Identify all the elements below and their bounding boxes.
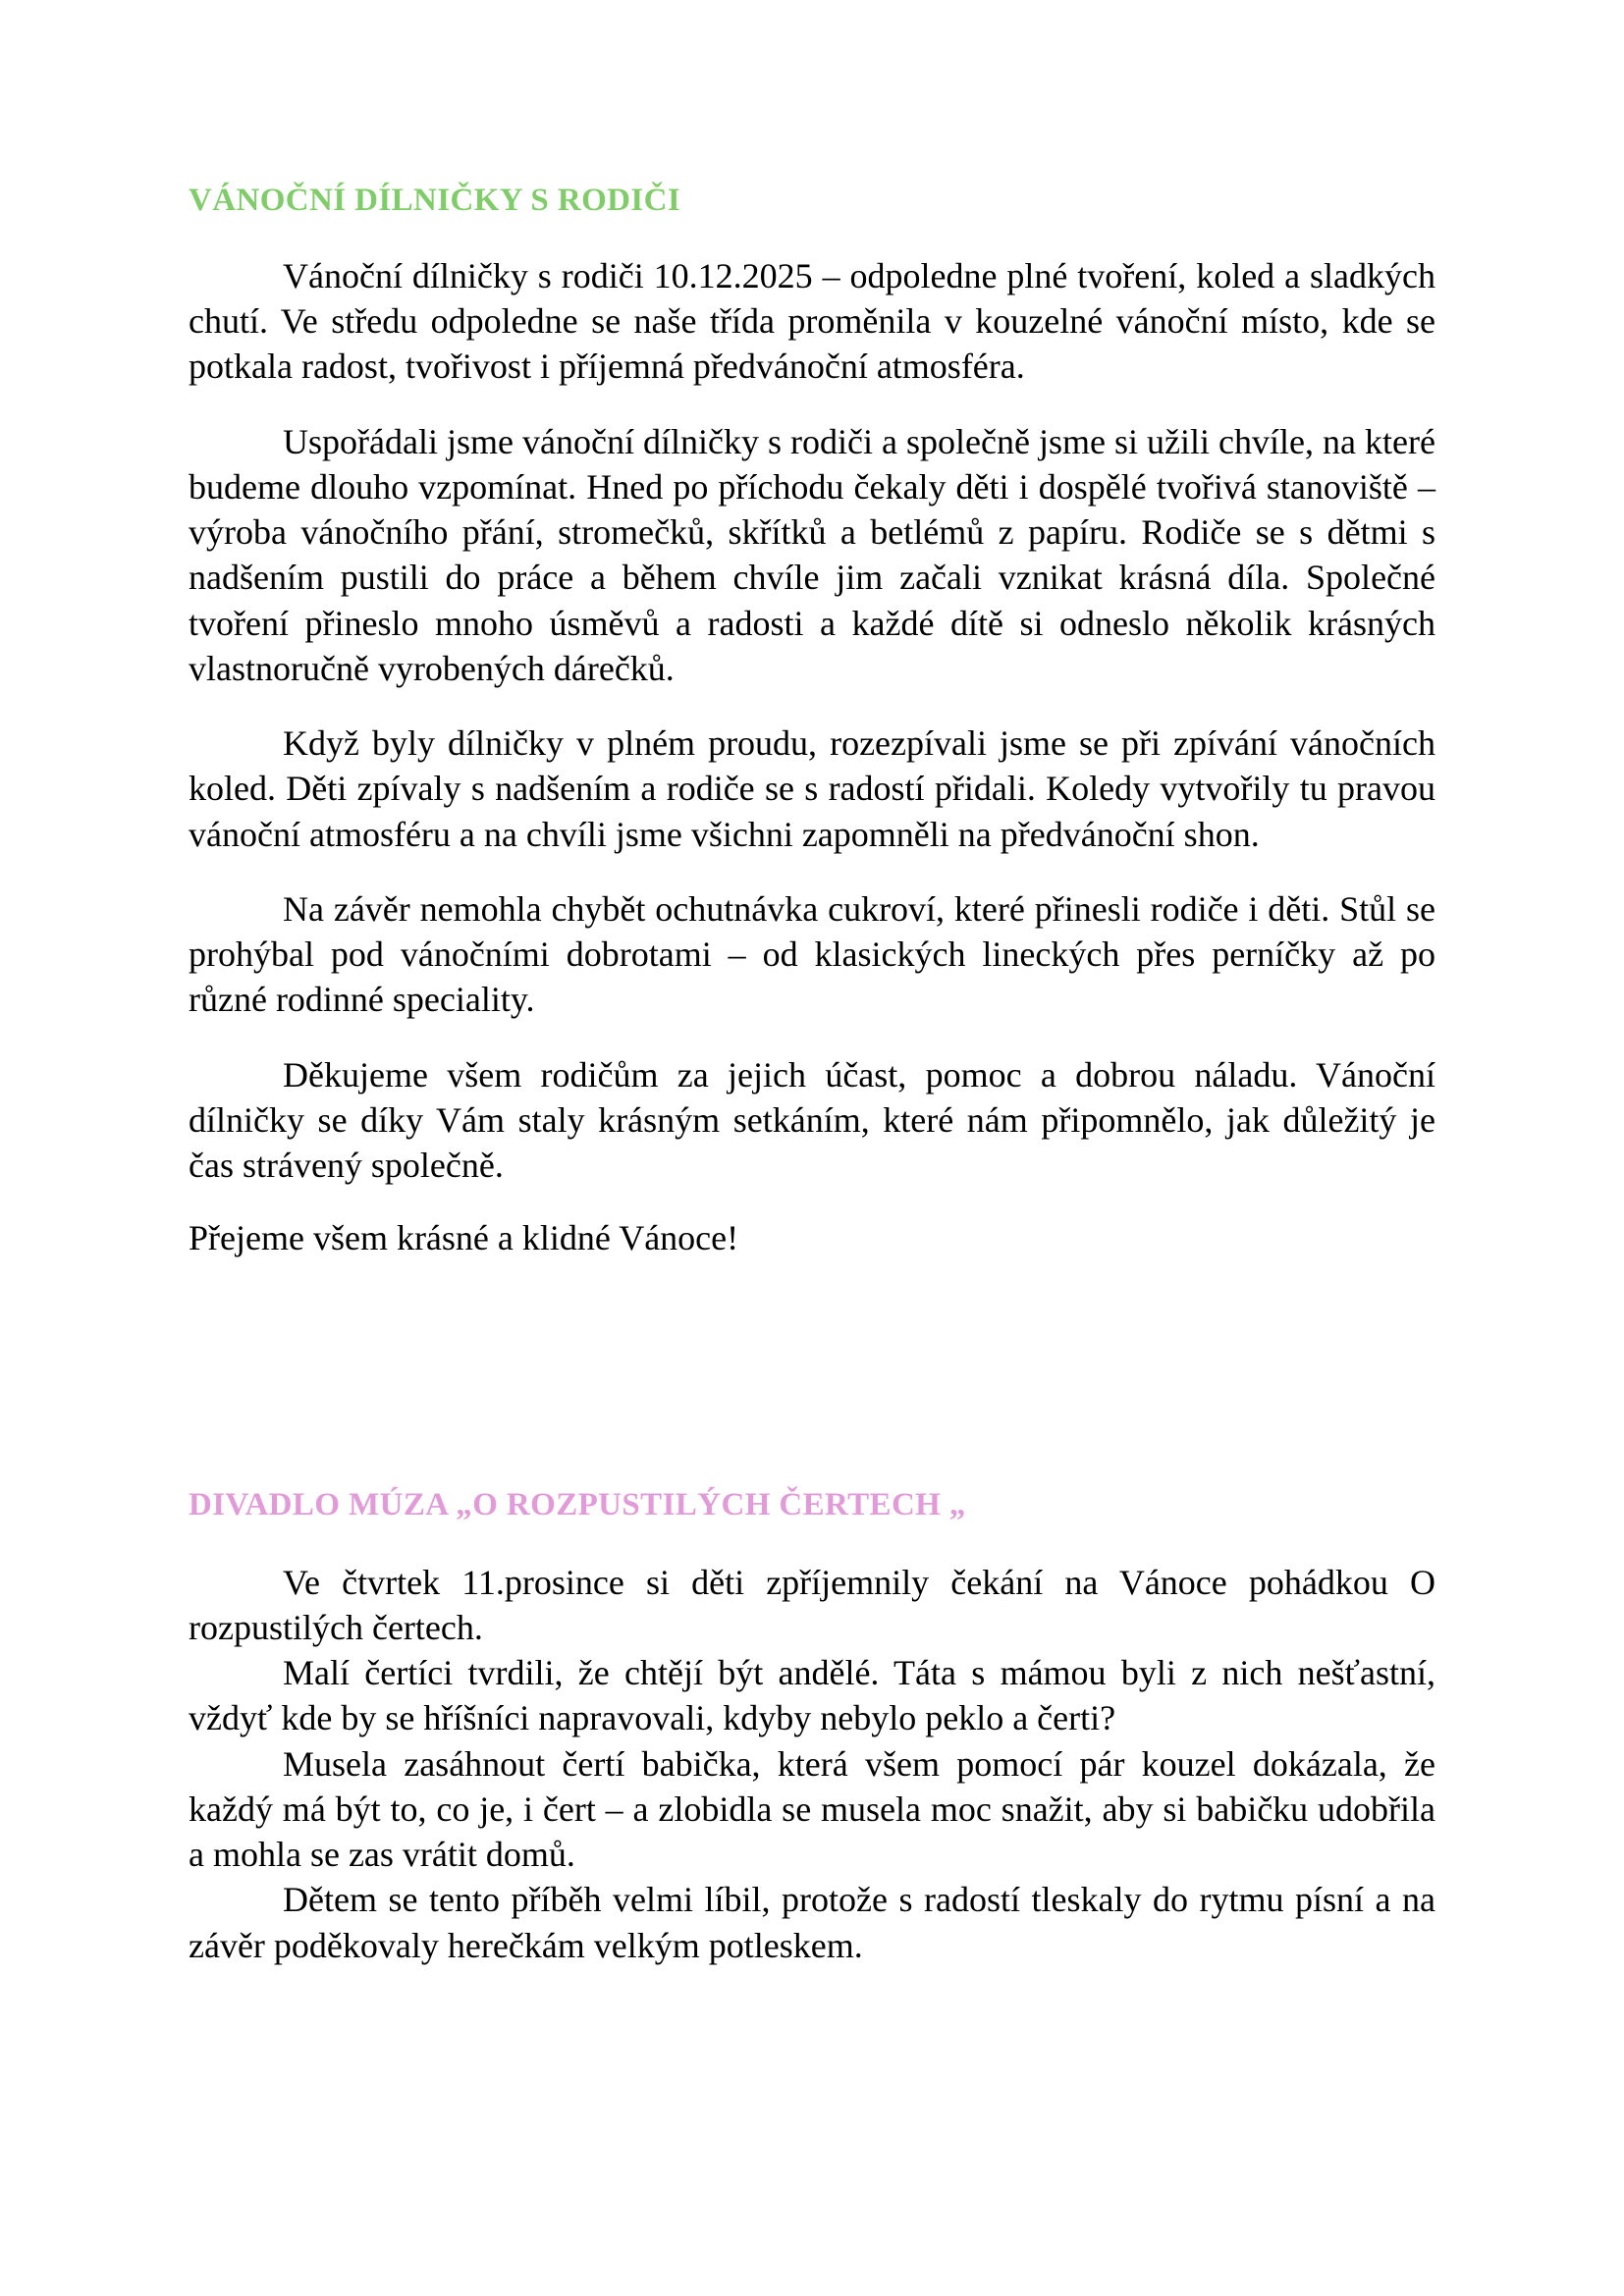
spacer <box>189 857 1435 886</box>
paragraph: Ve čtvrtek 11.prosince si děti zpříjemnily čekání na Vánoce pohádkou O rozpustilých čertech. <box>189 1562 1435 1647</box>
spacer <box>189 220 1435 253</box>
paragraph: Malí čertíci tvrdili, že chtějí být andělé. Táta s mámou byli z nich nešťastní, vždyť kde by se hříšníci napravovali, kdyby nebylo peklo a čerti? <box>189 1653 1435 1738</box>
section-spacer <box>189 1261 1435 1487</box>
spacer <box>189 1188 1435 1215</box>
section-heading-divadlo-muza: DIVADLO MÚZA „O ROZPUSTILÝCH ČERTECH „ <box>189 1486 966 1522</box>
section-heading-vanocni-dilnicky: VÁNOČNÍ DÍLNIČKY S RODIČI <box>189 183 681 218</box>
spacer <box>189 390 1435 419</box>
paragraph: Na závěr nemohla chybět ochutnávka cukroví, které přinesli rodiče i děti. Stůl se prohýbal pod vánočními dobrotami – od klasických lineckých přes perníčky až po různé rodinné speciality. <box>189 888 1435 1020</box>
document-content <box>189 183 1435 1968</box>
spacer <box>189 1524 1435 1560</box>
spacer <box>189 1023 1435 1052</box>
paragraph: Když byly dílničky v plném proudu, rozezpívali jsme se při zpívání vánočních koled. Děti zpívaly s nadšením a rodiče se s radostí přidali. Koledy vytvořily tu pravou vánoční atmosféru a na chvíli jsme všichni zapomněli na předvánoční shon. <box>189 723 1435 854</box>
closing-line: Přejeme všem krásné a klidné Vánoce! <box>189 1218 739 1258</box>
paragraph: Uspořádali jsme vánoční dílničky s rodiči a společně jsme si užili chvíle, na které budeme dlouho vzpomínat. Hned po příchodu čekaly děti i dospělé tvořivá stanoviště – výroba vánočního přání, stromečků, skřítků a betlémů z papíru. Rodiče se s dětmi s nadšením pustili do práce a během chvíle jim začali vznikat krásná díla. Společné tvoření přineslo mnoho úsměvů a radosti a každé dítě si odneslo několik krásných vlastnoručně vyrobených dárečků. <box>189 421 1435 688</box>
spacer <box>189 691 1435 721</box>
paragraph: Děkujeme všem rodičům za jejich účast, pomoc a dobrou náladu. Vánoční dílničky se díky Vám staly krásným setkáním, které nám připomnělo, jak důležitý je čas strávený společně. <box>189 1054 1435 1186</box>
paragraph: Vánoční dílničky s rodiči 10.12.2025 – odpoledne plné tvoření, koled a sladkých chutí. Ve středu odpoledne se naše třída proměnila v kouzelné vánoční místo, kde se potkala radost, tvořivost i příjemná předvánoční atmosféra. <box>189 255 1435 387</box>
paragraph: Dětem se tento příběh velmi líbil, protože s radostí tleskaly do rytmu písní a na závěr poděkovaly herečkám velkým potleskem. <box>189 1880 1435 1965</box>
paragraph: Musela zasáhnout čertí babička, která všem pomocí pár kouzel dokázala, že každý má být to, co je, i čert – a zlobidla se musela moc snažit, aby si babičku udobřila a mohla se zas vrátit domů. <box>189 1743 1435 1875</box>
